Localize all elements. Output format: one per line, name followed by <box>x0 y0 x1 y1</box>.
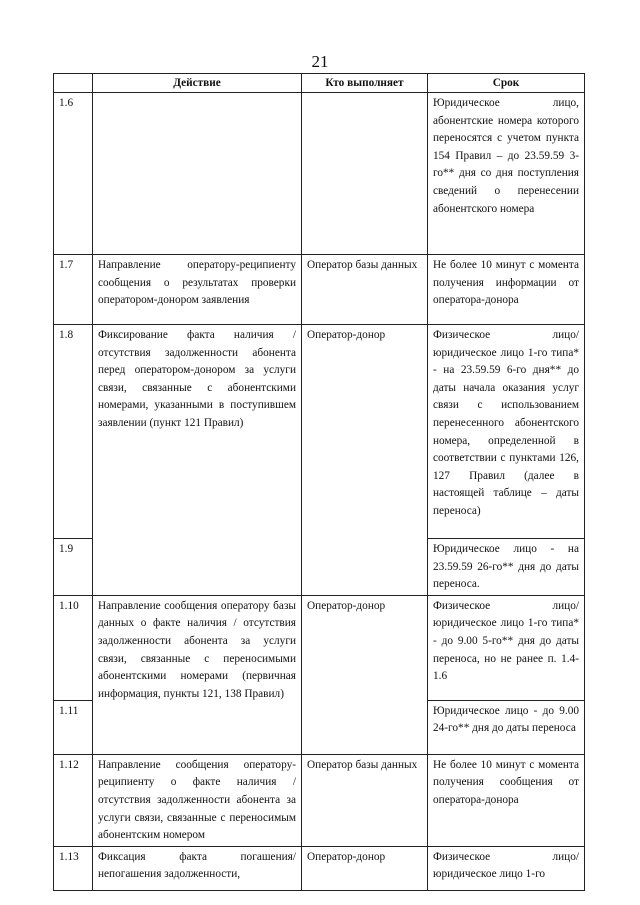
header-performer: Кто выполняет <box>302 74 428 93</box>
row-term: Физическое лицо/юридическое лицо 1-го типа* - на 23.59.59 6-го дня** до даты начала оказания услуг связи с использованием перенесенного абонентского номера, определенной в соответствии с пунктами 126, 127 Правил (далее в настоящей таблице – даты переноса) <box>428 325 585 539</box>
row-number: 1.13 <box>54 846 93 890</box>
row-action <box>93 93 302 255</box>
row-number: 1.7 <box>54 255 93 325</box>
row-performer: Оператор базы данных <box>302 754 428 846</box>
row-term: Физическое лицо/юридическое лицо 1-го <box>428 846 585 890</box>
table-header-row <box>54 74 585 93</box>
page-number: 21 <box>311 52 329 71</box>
procedure-table <box>53 73 585 891</box>
row-number: 1.9 <box>54 539 93 596</box>
row-action: Фиксация факта погашения/ непогашения задолженности, <box>93 846 302 890</box>
row-term: Физическое лицо/юридическое лицо 1-го типа* - до 9.00 5-го** дня до даты переноса, но не ранее п. 1.4-1.6 <box>428 595 585 700</box>
row-performer: Оператор-донор <box>302 595 428 754</box>
table-row <box>54 255 585 325</box>
row-term: Не более 10 минут с момента получения информации от оператора-донора <box>428 255 585 325</box>
row-term: Юридическое лицо - до 9.00 24-го** дня до даты переноса <box>428 700 585 754</box>
header-term: Срок <box>428 74 585 93</box>
row-number: 1.6 <box>54 93 93 255</box>
row-action: Направление оператору-реципиенту сообщения о результатах проверки оператором-донором заявления <box>93 255 302 325</box>
table-row <box>54 325 585 539</box>
table-row <box>54 93 585 255</box>
row-performer: Оператор базы данных <box>302 255 428 325</box>
row-number: 1.8 <box>54 325 93 539</box>
row-term: Юридическое лицо, абонентские номера которого переносятся с учетом пункта 154 Правил – до 23.59.59 3-го** дня со дня поступления сведений о перенесении абонентского номера <box>428 93 585 255</box>
row-performer: Оператор-донор <box>302 846 428 890</box>
row-action: Фиксирование факта наличия / отсутствия задолженности абонента перед оператором-донором за услуги связи, связанные с абонентскими номерами, указанными в поступившем заявлении (пункт 121 Правил) <box>93 325 302 596</box>
row-action: Направление сообщения оператору-реципиенту о факте наличия / отсутствия задолженности абонента за услуги связи, связанные с переносимым абонентским номером <box>93 754 302 846</box>
table-row <box>54 846 585 890</box>
header-action: Действие <box>93 74 302 93</box>
table-row <box>54 754 585 846</box>
row-term: Не более 10 минут с момента получения сообщения от оператора-донора <box>428 754 585 846</box>
row-number: 1.10 <box>54 595 93 700</box>
row-performer: Оператор-донор <box>302 325 428 596</box>
row-number: 1.12 <box>54 754 93 846</box>
row-number: 1.11 <box>54 700 93 754</box>
row-term: Юридическое лицо - на 23.59.59 26-го** дня до даты переноса. <box>428 539 585 596</box>
row-performer <box>302 93 428 255</box>
header-num <box>54 74 93 93</box>
row-action: Направление сообщения оператору базы данных о факте наличия / отсутствия задолженности абонента за услуги связи, связанные с переносимыми абонентскими номерами (первичная информация, пункты 121, 138 Правил) <box>93 595 302 754</box>
table-row <box>54 595 585 700</box>
